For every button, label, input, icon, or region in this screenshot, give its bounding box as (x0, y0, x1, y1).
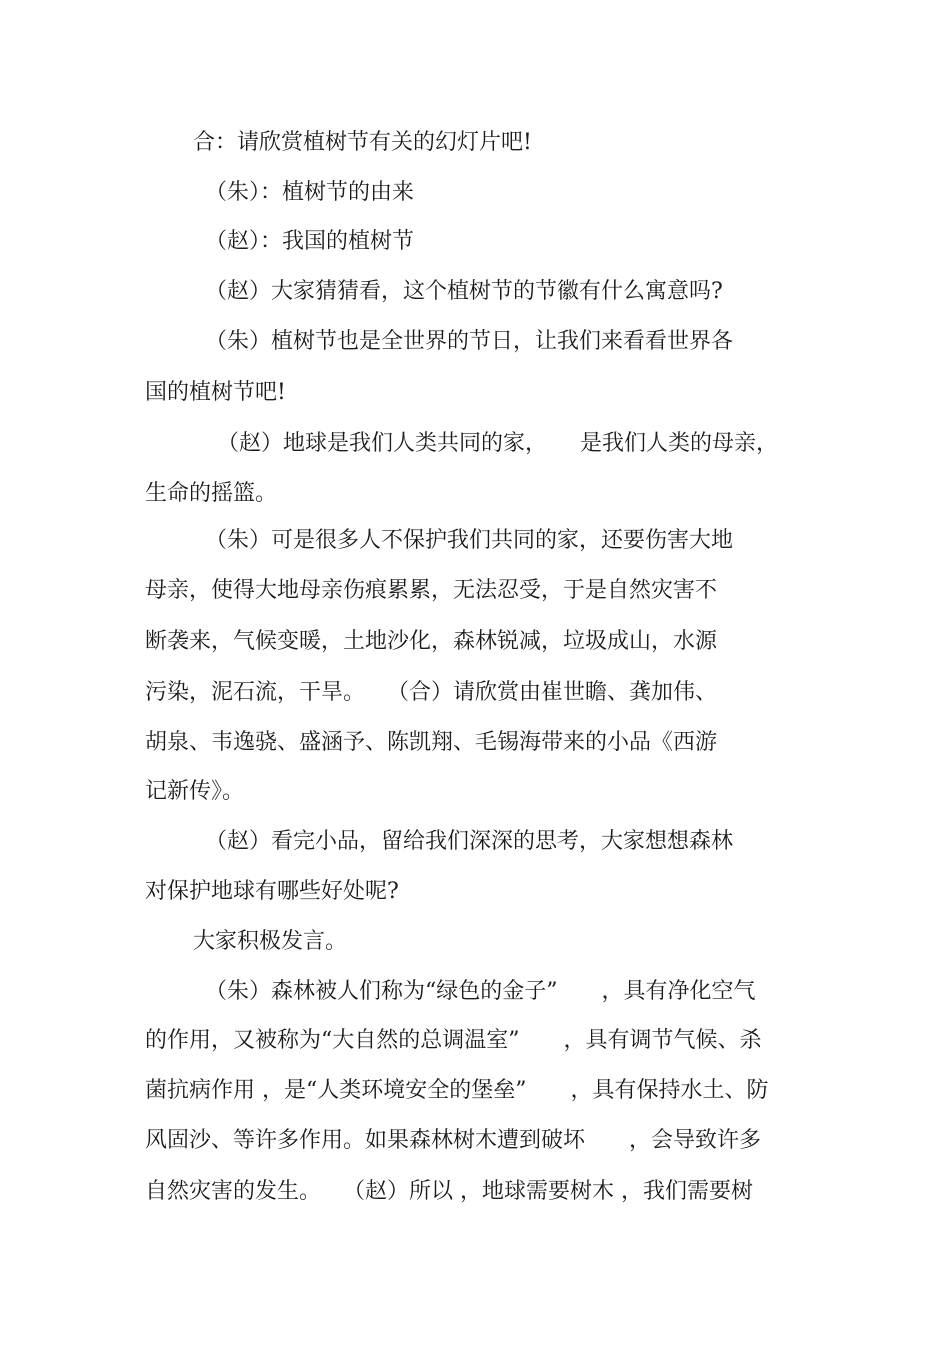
text-line: 对保护地球有哪些好处呢? (145, 879, 399, 904)
text-line: （赵）大家猜猜看，这个植树节的节徽有什么寓意吗? (205, 279, 723, 304)
text-line: 胡泉、韦逸骁、盛涵予、陈凯翔、毛锡海带来的小品《西游 (145, 730, 718, 755)
text-line: 生命的摇篮。 (145, 481, 278, 506)
text-line: 母亲，使得大地母亲伤痕累累，无法忍受，于是自然灾害不 (145, 578, 718, 603)
text-line: （朱）植树节也是全世界的节日，让我们来看看世界各 (205, 329, 734, 354)
text-line: （朱）可是很多人不保护我们共同的家，还要伤害大地 (205, 528, 734, 553)
text-line: 大家积极发言。 (193, 929, 348, 954)
text-line: 风固沙、等许多作用。如果森林树木遭到破坏 ，会导致许多 (145, 1128, 762, 1153)
text-line: 污染，泥石流，干旱。 （合）请欣赏由崔世瞻、龚加伟、 (145, 680, 718, 705)
text-line: 的作用，又被称为“大自然的总调温室” ，具有调节气候、杀 (145, 1028, 762, 1053)
text-line: 断袭来，气候变暖，土地沙化，森林锐减，垃圾成山，水源 (145, 629, 718, 654)
text-line: （朱）：植树节的由来 (205, 180, 415, 205)
text-line: （赵）：我国的植树节 (205, 229, 415, 254)
text-line: 自然灾害的发生。 （赵）所以 ，地球需要树木 ，我们需要树 (145, 1179, 753, 1204)
text-line: （赵）地球是我们人类共同的家， 是我们人类的母亲， (217, 431, 779, 456)
text-line: （朱）森林被人们称为“绿色的金子” ，具有净化空气 (205, 979, 756, 1004)
text-line: 国的植树节吧! (145, 380, 286, 405)
text-line: 记新传》。 (145, 779, 245, 804)
text-line: 菌抗病作用 ，是“人类环境安全的堡垒” ，具有保持水土、防 (145, 1078, 769, 1103)
text-line: （赵）看完小品，留给我们深深的思考，大家想想森林 (205, 829, 734, 854)
text-line: 合：请欣赏植树节有关的幻灯片吧! (193, 130, 532, 155)
